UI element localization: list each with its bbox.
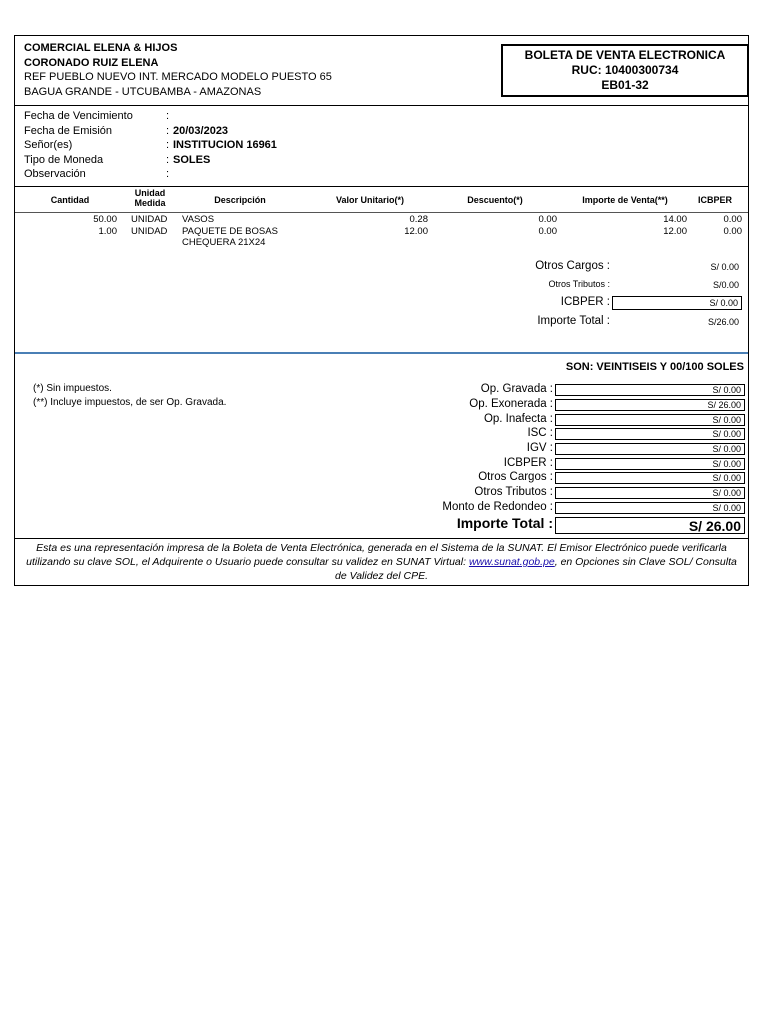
subtotal-importe-total-label: Importe Total : [537, 315, 610, 327]
cell-valor-unitario: 0.28 [409, 214, 428, 225]
subtotal-icbper-value: S/ 0.00 [612, 296, 742, 310]
cell-descuento: 0.00 [538, 214, 557, 225]
sunat-link[interactable]: www.sunat.gob.pe [468, 556, 555, 568]
header-unidad-line2: Medida [134, 198, 166, 208]
cell-importe: 14.00 [663, 214, 687, 225]
meta-label: Fecha de Vencimiento [24, 110, 133, 122]
cell-icbper: 0.00 [723, 214, 742, 225]
footer-text-1: Esta es una representación impresa de la Boleta de Venta Electrónica, generada en el Sistema de la SUNAT. El Emisor Electrónico puede verificarla utilizando su clave SOL, el Adquirente o Usuario puede consultar su validez en SUNAT Virtual: [26, 542, 727, 568]
header-cantidad: Cantidad [50, 195, 90, 205]
total-otros-cargos-label: Otros Cargos : [478, 471, 553, 483]
total-redondeo-label: Monto de Redondeo : [442, 501, 553, 513]
issuer-address-1: REF PUEBLO NUEVO INT. MERCADO MODELO PUESTO 65 [24, 71, 332, 83]
total-op-gravada-value: S/ 0.00 [555, 384, 745, 396]
meta-colon: : [166, 124, 170, 137]
total-redondeo-value: S/ 0.00 [555, 502, 745, 514]
issuer-address-2: BAGUA GRANDE - UTCUBAMBA - AMAZONAS [24, 85, 262, 98]
document-ruc: RUC: 10400300734 [571, 63, 679, 77]
cell-cantidad: 1.00 [98, 226, 117, 237]
total-igv-label: IGV : [526, 442, 553, 454]
divider [15, 212, 748, 213]
amount-in-words: SON: VEINTISEIS Y 00/100 SOLES [565, 361, 744, 373]
cell-descripcion: VASOS [182, 214, 215, 225]
meta-label: Tipo de Moneda [24, 153, 104, 166]
meta-label: Fecha de Emisión [24, 124, 113, 137]
cell-descripcion-line2: CHEQUERA 21X24 [182, 237, 266, 248]
meta-label: Observación [24, 168, 86, 180]
total-op-gravada-label: Op. Gravada : [480, 383, 553, 395]
header-importe-venta: Importe de Venta(**) [582, 195, 668, 205]
meta-block [24, 109, 424, 184]
cell-valor-unitario: 12.00 [404, 226, 428, 237]
total-icbper-value: S/ 0.00 [555, 458, 745, 470]
meta-colon: : [166, 153, 170, 166]
divider [15, 186, 748, 187]
divider [15, 538, 748, 539]
total-op-inafecta-value: S/ 0.00 [555, 414, 745, 426]
subtotal-otros-cargos-value: S/ 0.00 [710, 262, 739, 272]
meta-label: Señor(es) [24, 139, 73, 151]
total-icbper-label: ICBPER : [503, 457, 553, 469]
subtotal-otros-cargos-label: Otros Cargos : [535, 260, 610, 272]
invoice-document [14, 35, 749, 586]
meta-colon: : [166, 110, 170, 122]
total-isc-value: S/ 0.00 [555, 428, 745, 440]
grand-total-value: S/ 26.00 [555, 517, 745, 534]
total-otros-cargos-value: S/ 0.00 [555, 472, 745, 484]
header-descuento: Descuento(*) [467, 195, 523, 205]
total-igv-value: S/ 0.00 [555, 443, 745, 455]
meta-value: INSTITUCION 16961 [173, 139, 277, 151]
header-descripcion: Descripción [214, 195, 266, 205]
note-sin-impuestos: (*) Sin impuestos. [33, 383, 112, 394]
total-op-exonerada-value: S/ 26.00 [555, 399, 745, 411]
cell-descripcion: PAQUETE DE BOSAS [182, 226, 278, 237]
issuer-name: COMERCIAL ELENA & HIJOS [24, 42, 178, 54]
subtotal-otros-tributos-label: Otros Tributos : [548, 279, 610, 289]
grand-total-label: Importe Total : [456, 515, 553, 531]
footer-text-2: , en Opciones sin Clave SOL/ Consulta de Validez del CPE. [335, 556, 737, 582]
meta-value: 20/03/2023 [173, 124, 229, 137]
header-unidad-line1: Unidad [134, 188, 166, 198]
meta-colon: : [166, 139, 170, 151]
divider [15, 105, 748, 106]
header-unidad [120, 188, 180, 208]
issuer-owner: CORONADO RUIZ ELENA [24, 56, 159, 69]
subtotal-icbper-label: ICBPER : [560, 296, 610, 308]
section-divider [15, 352, 748, 354]
subtotal-otros-tributos-value: S/0.00 [712, 280, 739, 290]
total-otros-tributos-value: S/ 0.00 [555, 487, 745, 499]
issuer-block [24, 41, 332, 99]
note-incluye-impuestos: (**) Incluye impuestos, de ser Op. Gravada. [33, 397, 227, 408]
header-valor-unitario: Valor Unitario(*) [335, 195, 404, 205]
document-number: EB01-32 [601, 78, 649, 92]
meta-value: SOLES [173, 153, 211, 166]
cell-importe: 12.00 [663, 226, 687, 237]
total-op-inafecta-label: Op. Inafecta : [483, 413, 553, 425]
notes-block [33, 382, 226, 410]
document-title: BOLETA DE VENTA ELECTRONICA [524, 48, 726, 62]
cell-cantidad: 50.00 [93, 214, 117, 225]
cell-icbper: 0.00 [723, 226, 742, 237]
cell-unidad: UNIDAD [131, 214, 168, 225]
cell-unidad: UNIDAD [131, 226, 168, 237]
cell-descuento: 0.00 [538, 226, 557, 237]
header-icbper: ICBPER [697, 195, 732, 205]
total-otros-tributos-label: Otros Tributos : [474, 486, 553, 498]
meta-colon: : [166, 168, 170, 180]
legal-footer [19, 541, 744, 583]
total-op-exonerada-label: Op. Exonerada : [469, 398, 553, 410]
total-isc-label: ISC : [527, 427, 553, 439]
subtotal-importe-total-value: S/26.00 [707, 317, 739, 327]
document-type-box [501, 44, 749, 97]
